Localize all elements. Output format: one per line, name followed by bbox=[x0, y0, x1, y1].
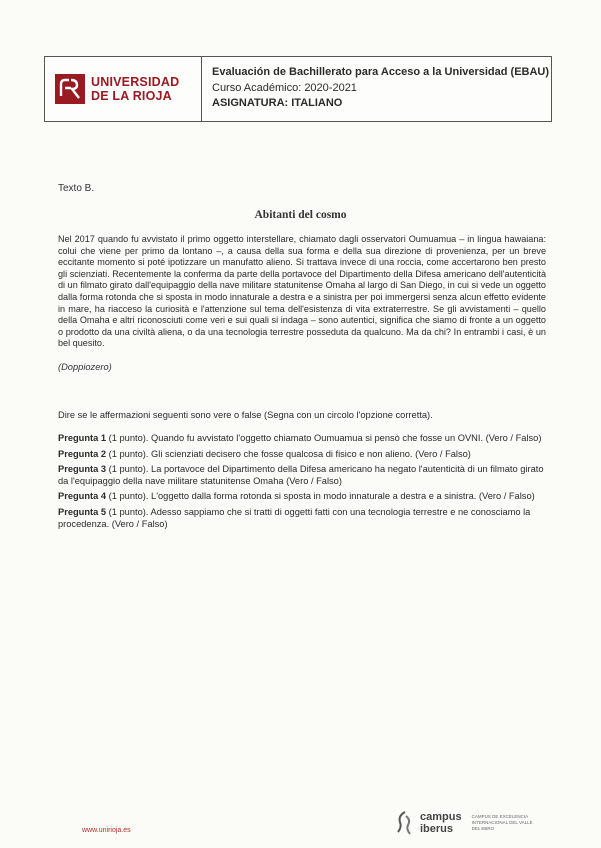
exam-info bbox=[202, 57, 549, 121]
question-points: (1 punto). bbox=[108, 433, 149, 443]
subject: ASIGNATURA: ITALIANO bbox=[212, 97, 343, 109]
campus-iberus-logo bbox=[396, 810, 536, 836]
question-label: Pregunta 5 bbox=[58, 506, 107, 517]
question-list bbox=[58, 433, 548, 534]
instructions: Dire se le affermazioni seguenti sono vere o false (Segna con un circolo l'opzione corretta). bbox=[58, 410, 433, 420]
iberus-word: iberus bbox=[420, 823, 454, 835]
question-3 bbox=[58, 464, 548, 487]
campus-word: campus bbox=[420, 811, 462, 823]
article-source: (Doppiozero) bbox=[58, 362, 112, 372]
university-name-line1: UNIVERSIDAD bbox=[91, 75, 180, 89]
article-body: Nel 2017 quando fu avvistato il primo oggetto interstellare, chiamato dagli osservatori Oumuamua – in lingua hawaiana: colui che viene per primo da lontano –, a causa della sua forma e della sua direzione di provenienza, per un breve eccitante momento si poté ipotizzare un manufatto alieno. Si trattava invece di una roccia, come accertarono ben presto gli scienziati. Recentemente la conferma da parte della portavoce del Dipartimento della Difesa americano dell'autenticità di un filmato girato dall'equipaggio della nave militare statunitense Omaha al largo di San Diego, in cui si vede un oggetto dalla forma rotonda che si sposta in modo innaturale a destra e a sinistra per poi immergersi senza alcun effetto evidente in mare, ha riacceso la curiosità e l'attenzione sul tema dell'esistenza di vita extraterrestre. Se gli avvistamenti – quello della Omaha e altri riconosciuti come veri e sui quali si indaga – sono autentici, significa che siamo di fronte a un oggetto o prodotto da una civiltà aliena, o da una tecnologia terrestre posseduta da qualcuno. Ma da chi? In entrambi i casi, è un bel quesito. bbox=[58, 234, 546, 349]
university-name-line2: DE LA RIOJA bbox=[91, 89, 172, 103]
article-title: Abitanti del cosmo bbox=[254, 209, 347, 221]
question-label: Pregunta 1 bbox=[58, 433, 107, 443]
exam-title: Evaluación de Bachillerato para Acceso a la Universidad (EBAU) bbox=[212, 66, 550, 78]
question-2 bbox=[58, 449, 548, 461]
exam-header bbox=[44, 56, 552, 122]
university-logo bbox=[45, 57, 202, 121]
question-5 bbox=[58, 507, 548, 530]
campus-logo-icon bbox=[396, 810, 414, 836]
question-4 bbox=[58, 491, 548, 503]
academic-course: Curso Académico: 2020-2021 bbox=[212, 81, 357, 94]
question-points: (1 punto). bbox=[108, 448, 149, 459]
question-label: Pregunta 4 bbox=[58, 491, 107, 502]
footer-url: www.unirioja.es bbox=[82, 827, 131, 834]
question-text: Quando fu avvistato l'oggetto chiamato Oumuamua si pensò che fosse un OVNI. (Vero / Falso) bbox=[151, 433, 542, 443]
question-text: La portavoce del Dipartimento della Difesa americano ha negato l'autenticità di un filmato girato da l'equipaggio della nave militare statunitense Omaha (Vero / Falso) bbox=[58, 464, 544, 486]
campus-description: CAMPUS DE EXCELENCIA INTERNACIONAL DEL VALLE DEL EBRO bbox=[471, 814, 533, 831]
question-1 bbox=[58, 433, 548, 445]
question-text: Adesso sappiamo che si tratti di oggetti fatti con una tecnologia terrestre e ne conosciamo la procedenza. (Vero / Falso) bbox=[58, 506, 531, 529]
question-points: (1 punto). bbox=[108, 506, 149, 517]
text-label: Texto B. bbox=[58, 183, 95, 194]
question-text: Gli scienziati decisero che fosse qualcosa di fisico e non alieno. (Vero / Falso) bbox=[151, 448, 471, 459]
university-logo-icon bbox=[55, 74, 85, 104]
question-text: L'oggetto dalla forma rotonda si sposta in modo innaturale a destra e a sinistra. (Vero / Falso) bbox=[151, 491, 535, 502]
question-points: (1 punto). bbox=[108, 464, 149, 475]
question-label: Pregunta 3 bbox=[58, 464, 107, 475]
question-points: (1 punto). bbox=[108, 491, 149, 502]
question-label: Pregunta 2 bbox=[58, 448, 107, 459]
